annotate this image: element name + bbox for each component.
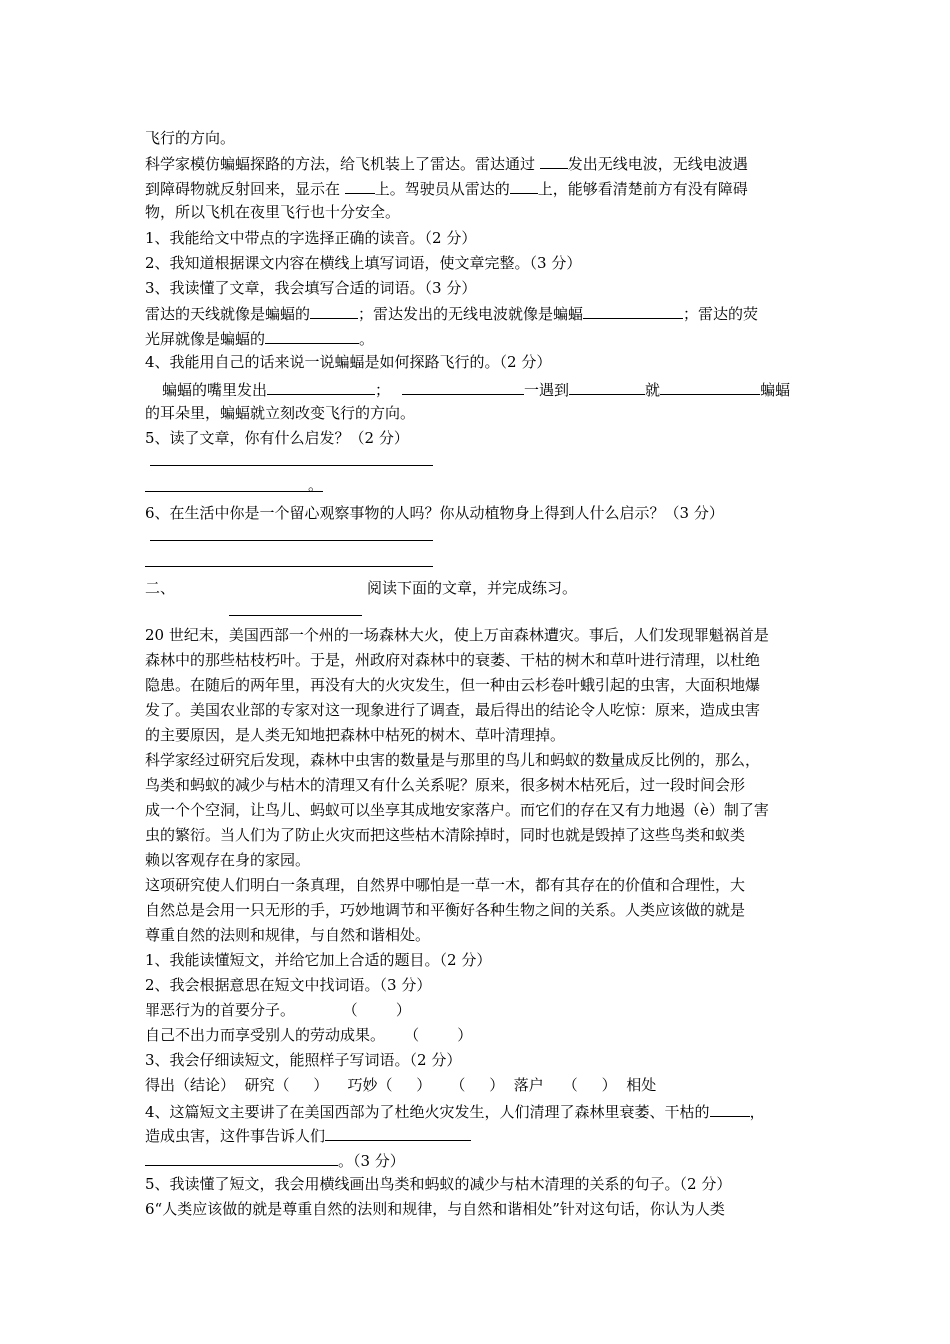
fill-blank[interactable] [402,378,524,395]
fill-blank[interactable] [325,1124,471,1141]
fill-blank[interactable] [583,302,683,319]
exercise-3-item: 得出（结论） 研究（ ） 巧妙（ ） （ ） 落户 （ ） 相处 [145,1076,657,1094]
article-line: 森林中的那些枯枝朽叶。于是，州政府对森林中的衰萎、干枯的树木和草叶进行清理，以杜绝 [145,651,761,669]
fill-blank[interactable] [710,1100,750,1117]
text: 雷达的天线就像是蝙蝠的 [145,305,311,323]
answer-line[interactable] [150,540,433,541]
question-2: 2、我知道根据课文内容在横线上填写词语，使文章完整。（3 分） [145,254,582,272]
text: 造成虫害，这件事告诉人们 [145,1127,326,1145]
article-line: 成一个个空洞，让鸟儿、蚂蚁可以坐享其成地安家落户。而它们的存在又有力地遏（è）制了害 [145,801,769,819]
answer-line[interactable] [145,566,433,567]
exercise-6: 6“人类应该做的就是尊重自然的法则和规律，与自然和谐相处”针对这句话，你认为人类 [145,1200,725,1218]
passage-line: 物，所以飞机在夜里飞行也十分安全。 [145,203,401,221]
title-line[interactable] [229,615,362,616]
question-5: 5、读了文章，你有什么启发？（2 分） [145,429,409,447]
section-2-number: 二、 [145,579,176,597]
text: 上，能够看清楚前方有没有障碍 [537,180,748,198]
fill-blank[interactable] [265,327,359,344]
text: ； [375,381,391,399]
passage-line [145,177,748,199]
exercise-2-item: 自己不出力而享受别人的劳动成果。 （ ） [145,1026,473,1044]
answer-line[interactable] [145,491,323,492]
text: ；雷达发出的无线电波就像是蝙蝠 [358,305,584,323]
article-line: 的主要原因，是人类无知地把森林中枯死的树木、草叶清理掉。 [145,726,566,744]
article-line: 20 世纪末，美国西部一个州的一场森林大火，使上万亩森林遭灾。事后，人们发现罪魁祸首是 [145,626,769,644]
fill-blank[interactable] [569,378,645,395]
question-4-line [162,378,790,400]
question-1: 1、我能给文中带点的字选择正确的读音。（2 分） [145,229,477,247]
exercise-3: 3、我会仔细读短文，能照样子写词语。（2 分） [145,1051,462,1069]
article-line: 这项研究使人们明白一条真理，自然界中哪怕是一草一木，都有其存在的价值和合理性，大 [145,876,746,894]
section-2-title: 阅读下面的文章，并完成练习。 [367,579,578,597]
article-line: 虫的繁衍。当人们为了防止火灾而把这些枯木清除掉时，同时也就是毁掉了这些鸟类和蚁类 [145,826,746,844]
fill-blank[interactable] [145,1149,338,1166]
exercise-1: 1、我能读懂短文，并给它加上合适的题目。（2 分） [145,951,492,969]
article-line: 发了。美国农业部的专家对这一现象进行了调查，最后得出的结论令人吃惊：原来，造成虫害 [145,701,761,719]
article-line: 尊重自然的法则和规律，与自然和谐相处。 [145,926,431,944]
text: 。 [359,330,375,348]
text: 4、这篇短文主要讲了在美国西部为了杜绝火灾发生，人们清理了森林里衰萎、干枯的 [145,1103,710,1121]
text: ；雷达的荧 [683,305,759,323]
article-line: 隐患。在随后的两年里，再没有大的火灾发生，但一种由云杉卷叶蛾引起的虫害，大面积地爆 [145,676,761,694]
passage-line: 飞行的方向。 [145,129,236,147]
question-3-line [145,302,758,324]
exercise-2: 2、我会根据意思在短文中找词语。（3 分） [145,976,432,994]
question-6: 6、在生活中你是一个留心观察事物的人吗？你从动植物身上得到人什么启示？（3 分） [145,504,724,522]
question-4-line: 的耳朵里，蝙蝠就立刻改变飞行的方向。 [145,404,416,422]
fill-blank[interactable] [267,378,375,395]
exercise-2-item: 罪恶行为的首要分子。 （ ） [145,1001,411,1019]
article-line: 赖以客观存在身的家园。 [145,851,311,869]
text: 光屏就像是蝙蝠的 [145,330,266,348]
fill-blank[interactable] [540,152,568,169]
question-3: 3、我读懂了文章，我会填写合适的词语。（3 分） [145,279,477,297]
text: 蝙蝠 [760,381,791,399]
passage-line [145,152,748,174]
text: ， [749,1103,765,1121]
text: 蝙蝠的嘴里发出 [162,381,268,399]
text: 发出无线电波，无线电波遇 [567,155,748,173]
fill-blank[interactable] [310,302,358,319]
text: 。（3 分） [338,1152,405,1170]
text: 科学家模仿蝙蝠探路的方法，给飞机装上了雷达。雷达通过 [145,155,540,173]
question-3-line [145,327,374,349]
fill-blank[interactable] [510,177,538,194]
text: 就 [645,381,661,399]
article-line: 科学家经过研究后发现，森林中虫害的数量是与那里的鸟儿和蚂蚁的数量成反比例的，那么， [145,751,761,769]
exercise-4 [145,1149,405,1171]
fill-blank[interactable] [660,378,760,395]
question-4: 4、我能用自己的话来说一说蝙蝠是如何探路飞行的。（2 分） [145,353,552,371]
answer-line[interactable] [150,465,433,466]
period: 。 [308,476,324,494]
text: 上。驾驶员从雷达的 [374,180,510,198]
text: 到障碍物就反射回来，显示在 [145,180,345,198]
text: 一遇到 [524,381,570,399]
exercise-5: 5、我读懂了短文，我会用横线画出鸟类和蚂蚁的减少与枯木清理的关系的句子。（2 分） [145,1175,732,1193]
exercise-4 [145,1124,471,1146]
exercise-4 [145,1100,765,1122]
fill-blank[interactable] [345,177,375,194]
article-line: 鸟类和蚂蚁的减少与枯木的清理又有什么关系呢？原来，很多树木枯死后，过一段时间会形 [145,776,746,794]
article-line: 自然总是会用一只无形的手，巧妙地调节和平衡好各种生物之间的关系。人类应该做的就是 [145,901,746,919]
